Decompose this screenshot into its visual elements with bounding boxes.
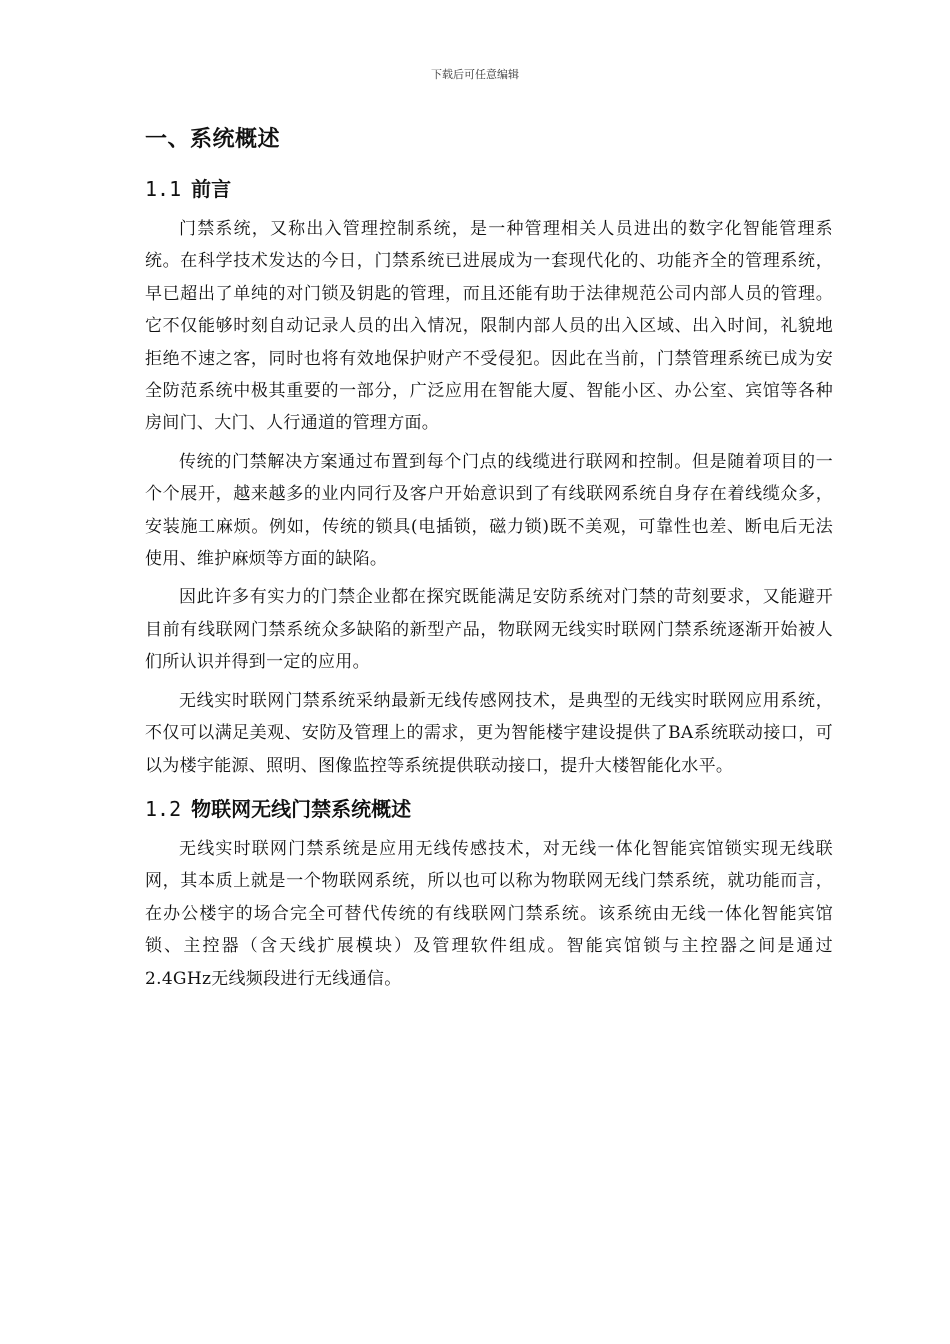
subsection-title: 前言 bbox=[191, 177, 232, 201]
subsection-title: 物联网无线门禁系统概述 bbox=[191, 796, 412, 821]
subsection-heading-overview bbox=[145, 793, 833, 825]
paragraph: 因此许多有实力的门禁企业都在探究既能满足安防系统对门禁的苛刻要求，又能避开目前有线联网门禁系统众多缺陷的新型产品，物联网无线实时联网门禁系统逐渐开始被人们所认识并得到一定的应用。 bbox=[145, 587, 833, 673]
subsection-number: 1.2 bbox=[145, 796, 182, 821]
section-title: 一、系统概述 bbox=[145, 127, 281, 152]
paragraph: 无线实时联网门禁系统采纳最新无线传感网技术，是典型的无线实时联网应用系统，不仅可以满足美观、安防及管理上的需求，更为智能楼宇建设提供了BA系统联动接口，可以为楼宇能源、照明、图像监控等系统提供联动接口，提升大楼智能化水平。 bbox=[145, 690, 833, 776]
paragraph: 无线实时联网门禁系统是应用无线传感技术，对无线一体化智能宾馆锁实现无线联网，其本质上就是一个物联网系统，所以也可以称为物联网无线门禁系统，就功能而言，在办公楼宇的场合完全可替代传统的有线联网门禁系统。该系统由无线一体化智能宾馆锁、主控器（含天线扩展模块）及管理软件组成。智能宾馆锁与主控器之间是通过2.4GHz无线频段进行无线通信。 bbox=[145, 838, 833, 989]
page-header-note: 下载后可任意编辑 bbox=[431, 68, 519, 81]
document-body bbox=[145, 122, 833, 995]
paragraph: 门禁系统，又称出入管理控制系统，是一种管理相关人员进出的数字化智能管理系统。在科学技术发达的今日，门禁系统已进展成为一套现代化的、功能齐全的管理系统，早已超出了单纯的对门锁及钥匙的管理，而且还能有助于法律规范公司内部人员的管理。它不仅能够时刻自动记录人员的出入情况，限制内部人员的出入区域、出入时间，礼貌地拒绝不速之客，同时也将有效地保护财产不受侵犯。因此在当前，门禁管理系统已成为安全防范系统中极其重要的一部分，广泛应用在智能大厦、智能小区、办公室、宾馆等各种房间门、大门、人行通道的管理方面。 bbox=[145, 219, 833, 434]
subsection-heading-preface bbox=[145, 173, 833, 205]
subsection-number: 1.1 bbox=[145, 177, 182, 201]
paragraph: 传统的门禁解决方案通过布置到每个门点的线缆进行联网和控制。但是随着项目的一个个展开，越来越多的业内同行及客户开始意识到了有线联网系统自身存在着线缆众多，安装施工麻烦。例如，传统的锁具(电插锁，磁力锁)既不美观，可靠性也差、断电后无法使用、维护麻烦等方面的缺陷。 bbox=[145, 451, 833, 570]
